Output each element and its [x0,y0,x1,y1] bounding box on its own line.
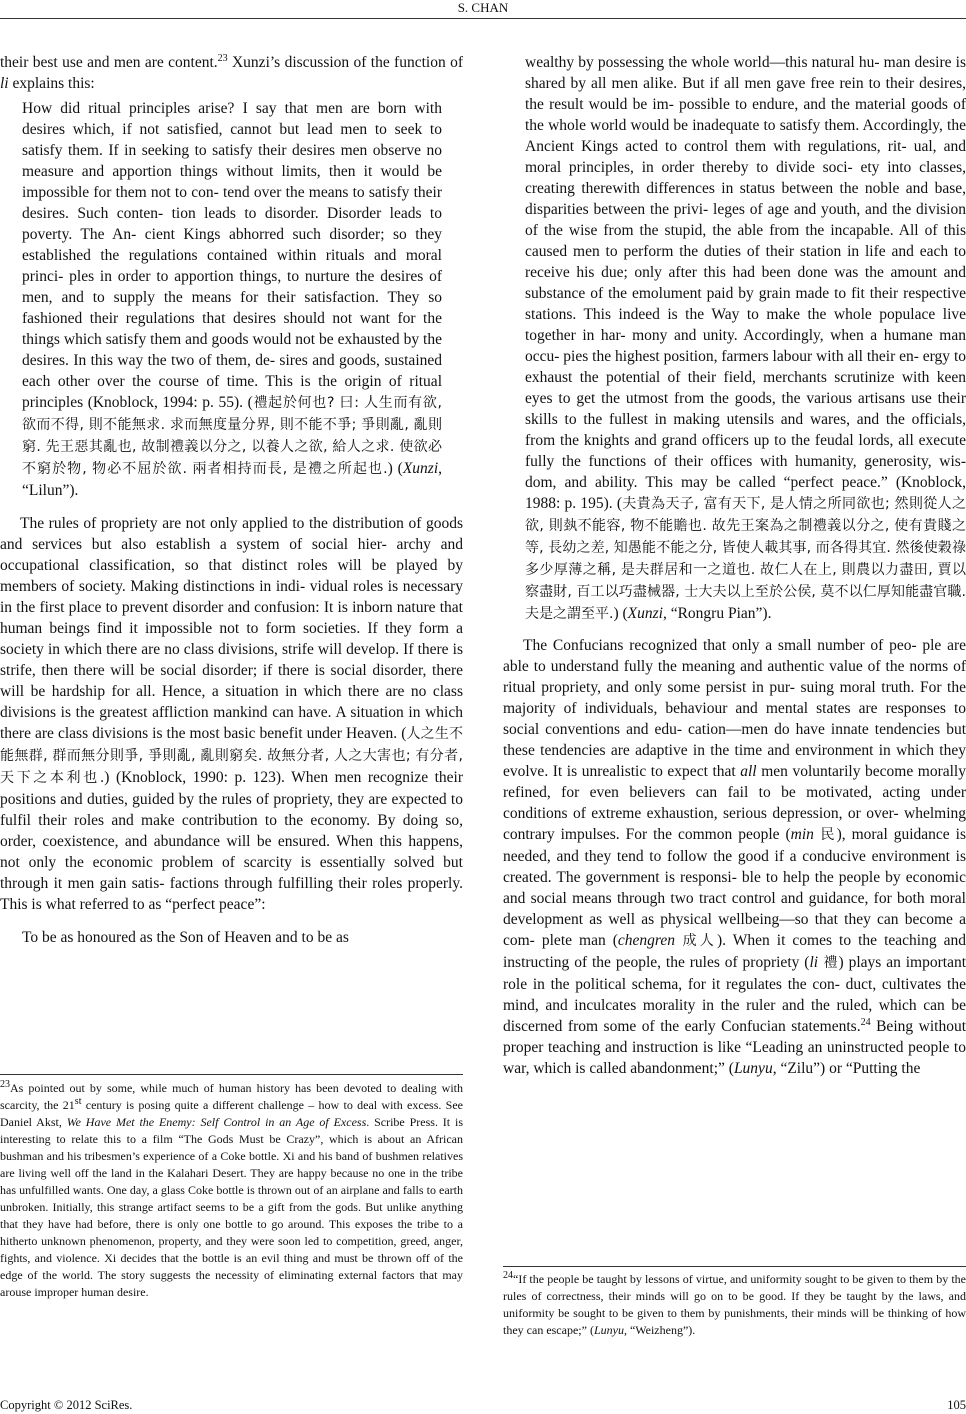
footnote-23: $^{23}$As pointed out by some, while much of human history has been devoted to dealing with scarcity, the 21st century is posing quite a different challenge – how to deal with excess. See Daniel Akst, We Have Met the Enemy: Self Control in an Age of Excess. Scribe Press. It is interesting to relate this to a film “The Gods Must be Crazy”, which is about an African bushman and his tribesmen’s experience of a Coke bottle. Xi and his band of bushmen relatives are living well off the land in the Kalahari Desert. They are happy because no one in the tribe has unfulfilled wants. One day, a glass Coke bottle is thrown out of an airplane and falls to earth unbroken. Initially, this strange artifact seems to be a gift from the gods. But unlike anything that they have had before, there is only one bottle to go around. This exposes the tribe to a hitherto unknown phenomenon, property, and they were soon led to competition, greed, anger, fights, and violence. Xi decides that the bottle is an evil thing and must be thrown off of the edge of the world. The story suggests the necessity of eliminating external factors that may arouse improper human desire. [0,1079,463,1299]
footnote-rule [0,1074,463,1075]
left-column [0,52,463,960]
running-head: S. CHAN [457,0,509,15]
right-column [503,52,966,1087]
chinese-text: 夫貴為天子, 富有天下, 是人情之所同欲也; 然則從人之欲, 則埶不能容, 物不能贍也. 故先王案為之制禮義以分之, 使有貴賤之等, 長幼之差, 知愚能不能之分, 皆使人載其事, 而各得其宜. 然後使穀祿多少厚薄之稱, 是夫群居和一之道也. 故仁人在上, 則農以力盡田, 賈以察盡財, 百工以巧盡械器, 士大夫以上至於公侯, 莫不以仁厚知能盡官職. 夫是之謂至平. [525,496,966,622]
chinese-text: 人之生不能無群, 群而無分則爭, 爭則亂, 亂則窮矣. 故無分者, 人之大害也; 有分者, 天下之本利也. [0,726,463,786]
paragraph-confucians: The Confucians recognized that only a small number of peo- ple are able to understand fully the meaning and authentic value of the norms of ritual propriety, and only some persist in pur- suing moral truth. For the majority of individuals, behaviour and mental states are responses to social conventions and edu- cation—men do have innate tendencies but these tendencies are adaptive in the time and environment in which they evolve. It is unrealistic to expect that all men voluntarily become morally refined, for even believers can fail to be motivated, acting under conditions of extreme exhaustion, serious depression, or over- whelming contrary impulses. For the common people (min 民), moral guidance is needed, and they tend to follow the good if a conducive environment is created. The government is responsi- ble to help the people by economic and social means through two tract control and guidance, for both moral development as well as physical wellbeing—so that they can become a com- plete man (chengren 成人). When it comes to the teaching and instructing of the people, the rules of propriety (li 禮) plays an important role in the political schema, for it regulates the con- duct, cultivates the mind, and inculcates morality in the ruler and the ruled, which can be discerned from some of the early Confucian statements.$^{24}$ Being without proper teaching and instruction is like “Leading an uninstructed people to war, which is called abandonment;” (Lunyu, “Zilu”) or “Putting the [503,637,966,1077]
footnote-rule [503,1266,966,1267]
block-quote-lilun: How did ritual principles arise? I say that men are born with desires which, if not satisfied, cannot but lead men to seek to satisfy them. If in seeking to satisfy their desires men observe no measure and apportion things without limits, then it would be impossible for them not to con- tend over the means to satisfy their desires. Such conten- tion leads to disorder. Disorder leads to poverty. The An- cient Kings abhorred such disorder; so they established the regulations contained within rituals and moral princi- ples in order to apportion things, to nurture the desires of men, and to supply the means for their satisfaction. They so fashioned their regulations that desires should not want for the things which satisfy them and goods would not be exhausted by the desires. In this way the two of them, de- sires and goods, sustained each other over the course of time. This is the origin of ritual principles (Knoblock, 1994: p. 55). (禮起於何也? 曰: 人生而有欲, 欲而不得, 則不能無求. 求而無度量分界, 則不能不爭; 爭則亂, 亂則窮. 先王惡其亂也, 故制禮義以分之, 以養人之欲, 給人之求. 使欲必不窮於物, 物必不屈於欲. 兩者相持而長, 是禮之所起也.) (Xunzi, “Lilun”). [22,100,443,499]
footnote-24: $^{24}$“If the people be taught by lessons of virtue, and uniformity sought to be given to them by the rules of correctness, their minds will go on to be good. If they be taught by the laws, and uniformity be sought to be given to them by punishments, their minds will be thinking of how they can escape;” (Lunyu, “Weizheng”). [503,1270,966,1337]
footnote-ref-23[interactable]: 23 [217,52,228,64]
block-quote-rongru: wealthy by possessing the whole world—this natural hu- man desire is shared by all men alike. But if all men gave free rein to their desires, the result would be im- possible to endure, and the material goods of the whole world would be inadequate to satisfy them. Accordingly, the Ancient Kings acted to control them with regulations, rit- ual, and moral principles, in order thereby to divide soci- ety into classes, creating therewith differences in status between the noble and base, disparities between the privi- leges of age and youth, and the division of the wise from the stupid, the able from the incapable. All of this caused men to perform the duties of their station in life and each to receive his due; only after this had been done was the amount and substance of the emolument paid by grain made to fit their respective stations. This indeed is the Way to make the whole populace live together in har- mony and unity. Accordingly, when a humane man occu- pies the highest position, farmers labour with all their en- ergy to exhaust the potential of their field, merchants scrutinize with keen eyes to get the utmost from the goods, the various artisans use their skills to the fullest in making utensils and wares, and the officials, from the knights and grand officers up to the feudal lords, all execute fully the functions of their offices with humanity, generosity, wis- dom, and ability. This may be called “perfect peace.” (Knoblock, 1988: p. 195). (夫貴為天子, 富有天下, 是人情之所同欲也; 然則從人之欲, 則埶不能容, 物不能贍也. 故先王案為之制禮義以分之, 使有貴賤之等, 長幼之差, 知愚能不能之分, 皆使人載其事, 而各得其宜. 然後使穀祿多少厚薄之稱, 是夫群居和一之道也. 故仁人在上, 則農以力盡田, 賈以察盡財, 百工以巧盡械器, 士大夫以上至於公侯, 莫不以仁厚知能盡官職. 夫是之謂至平.) (Xunzi, “Rongru Pian”). [525,54,966,622]
copyright-notice: Copyright © 2012 SciRes. [0,1398,133,1412]
paragraph-social-hierarchy: The rules of propriety are not only applied to the distribution of goods and services but also establish a system of social hier- archy and occupational classification, so that distinct roles will be played by members of society. Making distinctions in indi- vidual roles is necessary in the first place to prevent disorder and confusion: It is inborn nature that human beings find it impossible not to form societies. If they form a society in which there are no class divisions, strife will develop. If there is strife, then there will be social disorder; if there is social disorder, there will be hardship for all. Hence, a situation in which there are no class divisions is the greatest affliction mankind can have. A situation in which there are class divisions is the most basic benefit under Heaven. (人之生不能無群, 群而無分則爭, 爭則亂, 亂則窮矣. 故無分者, 人之大害也; 有分者, 天下之本利也.) (Knoblock, 1990: p. 123). When men recognize their positions and duties, guided by the rules of propriety, they are expected to fulfil their roles and make contribution to the economy. By doing so, order, coexistence, and abundance will be ensured. When this happens, not only the economic problem of scarcity is essentially solved but through it men gain satis- factions through fulfilling their roles properly. This is what referred to as “perfect peace”: [0,515,463,913]
header-rule [0,18,966,19]
chinese-text: 禮起於何也? 曰: 人生而有欲, 欲而不得, 則不能無求. 求而無度量分界, 則不能不爭; 爭則亂, 亂則窮. 先王惡其亂也, 故制禮義以分之, 以養人之欲, 給人之求. 使欲必不窮於物, 物必不屈於欲. 兩者相持而長, 是禮之所起也. [22,395,443,477]
paragraph-intro: their best use and men are content.$^{23}$ Xunzi’s discussion of the function of li explains this: [0,52,463,92]
block-quote-start: To be as honoured as the Son of Heaven and to be as [22,929,349,946]
footnote-ref-24[interactable]: 24 [860,1016,871,1028]
page-number: 105 [947,1398,966,1412]
